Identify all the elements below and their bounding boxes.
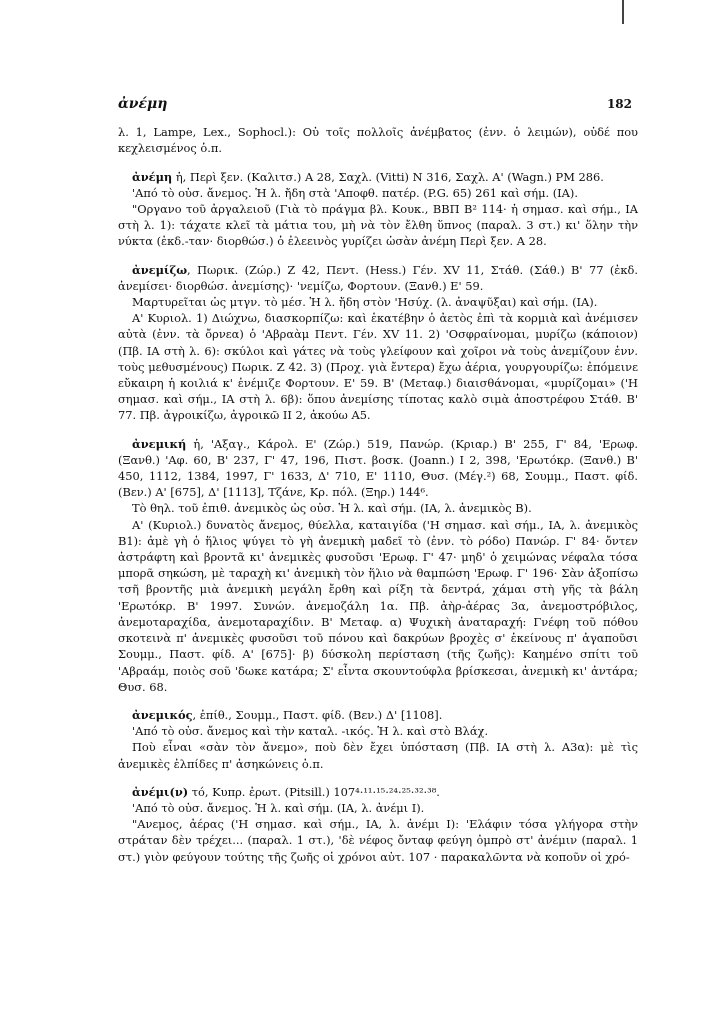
entry-head xyxy=(118,784,638,800)
definition: "Οργανο τοῦ ἀργαλειοῦ (Γιὰ τὸ πράγμα βλ. Κουκ., ΒΒΠ Β² 114· ἡ σημασ. καὶ σήμ., ΙΑ στὴ λ. 1): τάχατε κλεῖ τὰ μάτια του, μὴ νὰ τὸν ἔλθη ὕπνος (παραλ. 3 στ.) κι' ὅλην τὴν νύκτα (ἐκδ.-ταν· διορθώσ.) ὁ ἐλεεινὸς γυρίζει ὡσὰν ἀνέμη Περὶ ξεν. Α 28. xyxy=(118,202,638,249)
entry-anemikos xyxy=(118,707,638,772)
scan-edge-line xyxy=(622,0,624,24)
definition: Α' (Κυριολ.) δυνατὸς ἄνεμος, θύελλα, καταιγίδα ('Η σημασ. καὶ σήμ., ΙΑ, λ. ἀνεμικὸς Β1): ἀμὲ γὴ ὁ ἥλιος ψύγει τὸ γὴ ἀνεμικὴ μαδεῖ τὸ (ἐνν. τὸ ρόδο) Πανώρ. Γ' 84· ὄντεν ἀστράφτη καὶ βροντᾶ κι' ἀνεμικὲς φυσοῦσι 'Ερωφ. Γ' 47· μηδ' ὁ χειμώνας νέφαλα τόσα μπορᾶ σηκώση, μὲ ταραχὴ κι' ἀνεμικὴ τὸν ἥλιο νὰ θαμπώση 'Ερωφ. Γ' 196· Σὰν ἀξοπίσω τσῆ βροντῆς μιὰ ἀνεμικὴ μεγάλη ἔρθη καὶ ρίξη τὰ δεντρά, χάμαι στὴ γῆς τὰ βάλη 'Ερωτόκρ. Β' 1997. Συνών. ἀνεμοζάλη 1α. Πβ. ἀὴρ-ἀέρας 3α, ἀνεμοστρόβιλος, ἀνεμοταραχίδα, ἀνεμοταραχίδιν. Β' Μεταφ. α) Ψυχικὴ ἀναταραχή: Γνέφη τοῦ πόθου σκοτεινὰ π' ἀνεμικὲς φυσοῦσι τοῦ πόνου καὶ δακρύων βροχὲς σ' ἐκείνους π' ἀγαποῦσι Σουμμ., Παστ. φίδ. Α' [675]· β) δύσκολη περίσταση (τῆς ζωῆς): Καημένο σπίτι τοῦ 'Αβραάμ, ποιὸς σοῦ 'δωκε κατάρα; Σ' εἶντα σκουντούφλα βρίσκεσαι, ἀνεμικὴ κι' ἀντάρα; Θυσ. 68. xyxy=(118,517,638,694)
headword: ἀνέμη xyxy=(132,169,173,184)
running-head: ἀνέμη xyxy=(118,96,168,112)
entry-sources: ἡ, Περὶ ξεν. (Καλιτσ.) Α 28, Σαχλ. (Vitti) Ν 316, Σαχλ. Α' (Wagn.) ΡΜ 286. xyxy=(172,169,604,184)
entry-anemin xyxy=(118,784,638,865)
page-header xyxy=(118,96,638,112)
entry-aneme xyxy=(118,169,638,250)
headword: ἀνέμι(ν) xyxy=(132,784,189,799)
headword: ἀνεμικός xyxy=(132,707,193,722)
entry-anemiki xyxy=(118,436,638,695)
intro-continuation: λ. 1, Lampe, Lex., Sophocl.): Οὐ τοῖς πολλοῖς ἀνέμβατος (ἐνν. ὁ λειμών), οὐδέ που κεχλεισμένος ὁ.π. xyxy=(118,125,638,156)
entry-sources: , ἐπίθ., Σουμμ., Παστ. φίδ. (Βεν.) Δ' [1108]. xyxy=(192,707,443,722)
entry-head xyxy=(118,436,638,501)
entry-anemizo xyxy=(118,262,638,424)
entry-head xyxy=(118,169,638,185)
etymology: Τὸ θηλ. τοῦ ἐπιθ. ἀνεμικὸς ὡς οὐσ. Ἡ λ. καὶ σήμ. (ΙΑ, λ. ἀνεμικὸς Β). xyxy=(132,501,532,516)
definition: Α' Κυριολ. 1) Διώχνω, διασκορπίζω: καὶ ἑκατέβην ὁ ἀετὸς ἐπὶ τὰ κορμιὰ καὶ ἀνέμισεν αὐτὰ (ἐνν. τὰ ὄρνεα) ὁ 'Αβραὰμ Πεντ. Γέν. XV 11. 2) 'Οσφραίνομαι, μυρίζω (κάποιον) (Πβ. ΙΑ στὴ λ. 6): σκύλοι καὶ γάτες νὰ τοὺς γλείφουν καὶ χοῖροι νὰ τοὺς ἀνεμίζουν ἐνν. τοὺς μεθυσμένους) Πωρικ. Ζ 42. 3) (Προχ. γιὰ ἔντερα) ἔχω ἀέρια, γουργουρίζω: ἐπόμεινε εὔκαιρη ἡ κοιλιά κ' ἐνέμιζε Φορτουν. Ε' 59. Β' (Μεταφ.) διαισθάνομαι, «μυρίζομαι» ('Η σημασ. καὶ σήμ., ΙΑ στὴ λ. 6β): ὅπου ἀνεμίσης τίποτας καλὸ σιμὰ ἀποστρέφου Στάθ. Β' 77. Πβ. ἀγροικίζω, ἀγροικῶ ΙΙ 2, ἀκούω Α5. xyxy=(118,311,638,423)
etymology: Μαρτυρεῖται ὡς μτγν. τὸ μέσ. Ἡ λ. ἤδη στὸν 'Ησύχ. (λ. ἀναψῦξαι) καὶ σήμ. (ΙΑ). xyxy=(132,295,598,310)
entry-sources: ἡ, 'Αξαγ., Κάρολ. Ε' (Ζώρ.) 519, Πανώρ. (Κριαρ.) Β' 255, Γ' 84, 'Ερωφ. (Ξανθ.) 'Αφ. 60, Β' 237, Γ' 47, 196, Πιστ. βοσκ. (Joann.) Ι 2, 398, 'Ερωτόκρ. (Ξανθ.) Β' 450, 1112, 1384, 1997, Γ' 1633, Δ' 710, Ε' 1110, Θυσ. (Μέγ.²) 68, Σουμμ., Παστ. φίδ. (Βεν.) Α' [675], Δ' [1113], Τζάνε, Κρ. πόλ. (Ξηρ.) 144⁶. xyxy=(118,436,638,500)
headword: ἀνεμική xyxy=(132,436,187,451)
entry-sources: τό, Κυπρ. ἐρωτ. (Pitsill.) 107⁴·¹¹·¹⁵·²⁴·²⁵·³²·³⁸. xyxy=(188,784,440,799)
entry-head xyxy=(118,707,638,723)
page-number: 182 xyxy=(606,97,632,111)
definition: Ποὺ εἶναι «σὰν τὸν ἄνεμο», ποὺ δὲν ἔχει ὑπόσταση (Πβ. ΙΑ στὴ λ. Α3α): μὲ τὶς ἀνεμικὲς ἐλπίδες π' ἀσηκώνεις ὁ.π. xyxy=(118,740,638,771)
definition: "Ανεμος, ἀέρας ('Η σημασ. καὶ σήμ., ΙΑ, λ. ἀνέμι Ι): 'Ελάφιν τόσα γλήγορα στὴν στράταν δὲν τρέχει... (παραλ. 1 στ.), 'δὲ νέφος ὄνταφ φεύγη ὀμπρὸ στ' ἀνέμιν (παραλ. 1 στ.) γιὸν φεύγουν τούτης τῆς ζωῆς οἱ χρόνοι αὐτ. 107 · παρακαλῶντα νὰ κοποῦν οἱ χρό- xyxy=(118,817,638,864)
etymology: 'Από τὸ οὐσ. ἄνεμος. Ἡ λ. καὶ σήμ. (ΙΑ, λ. ἀνέμι Ι). xyxy=(132,800,425,815)
entry-sources: , Πωρικ. (Ζώρ.) Ζ 42, Πεντ. (Hess.) Γέν. XV 11, Στάθ. (Σάθ.) Β' 77 (ἐκδ. ἀνεμίσει· διορθώσ. ἀνεμίσης)· 'νεμίζω, Φορτουν. (Ξανθ.) Ε' 59. xyxy=(118,262,638,293)
etymology: 'Από τὸ οὐσ. ἄνεμος. Ἡ λ. ἤδη στὰ 'Αποφθ. πατέρ. (P.G. 65) 261 καὶ σήμ. (ΙΑ). xyxy=(132,185,578,200)
etymology: 'Από τὸ οὐσ. ἄνεμος καὶ τὴν καταλ. -ικός. Ἡ λ. καὶ στὸ Βλάχ. xyxy=(132,724,489,739)
headword: ἀνεμίζω xyxy=(132,262,188,277)
dictionary-page xyxy=(118,96,638,865)
entry-head xyxy=(118,262,638,294)
